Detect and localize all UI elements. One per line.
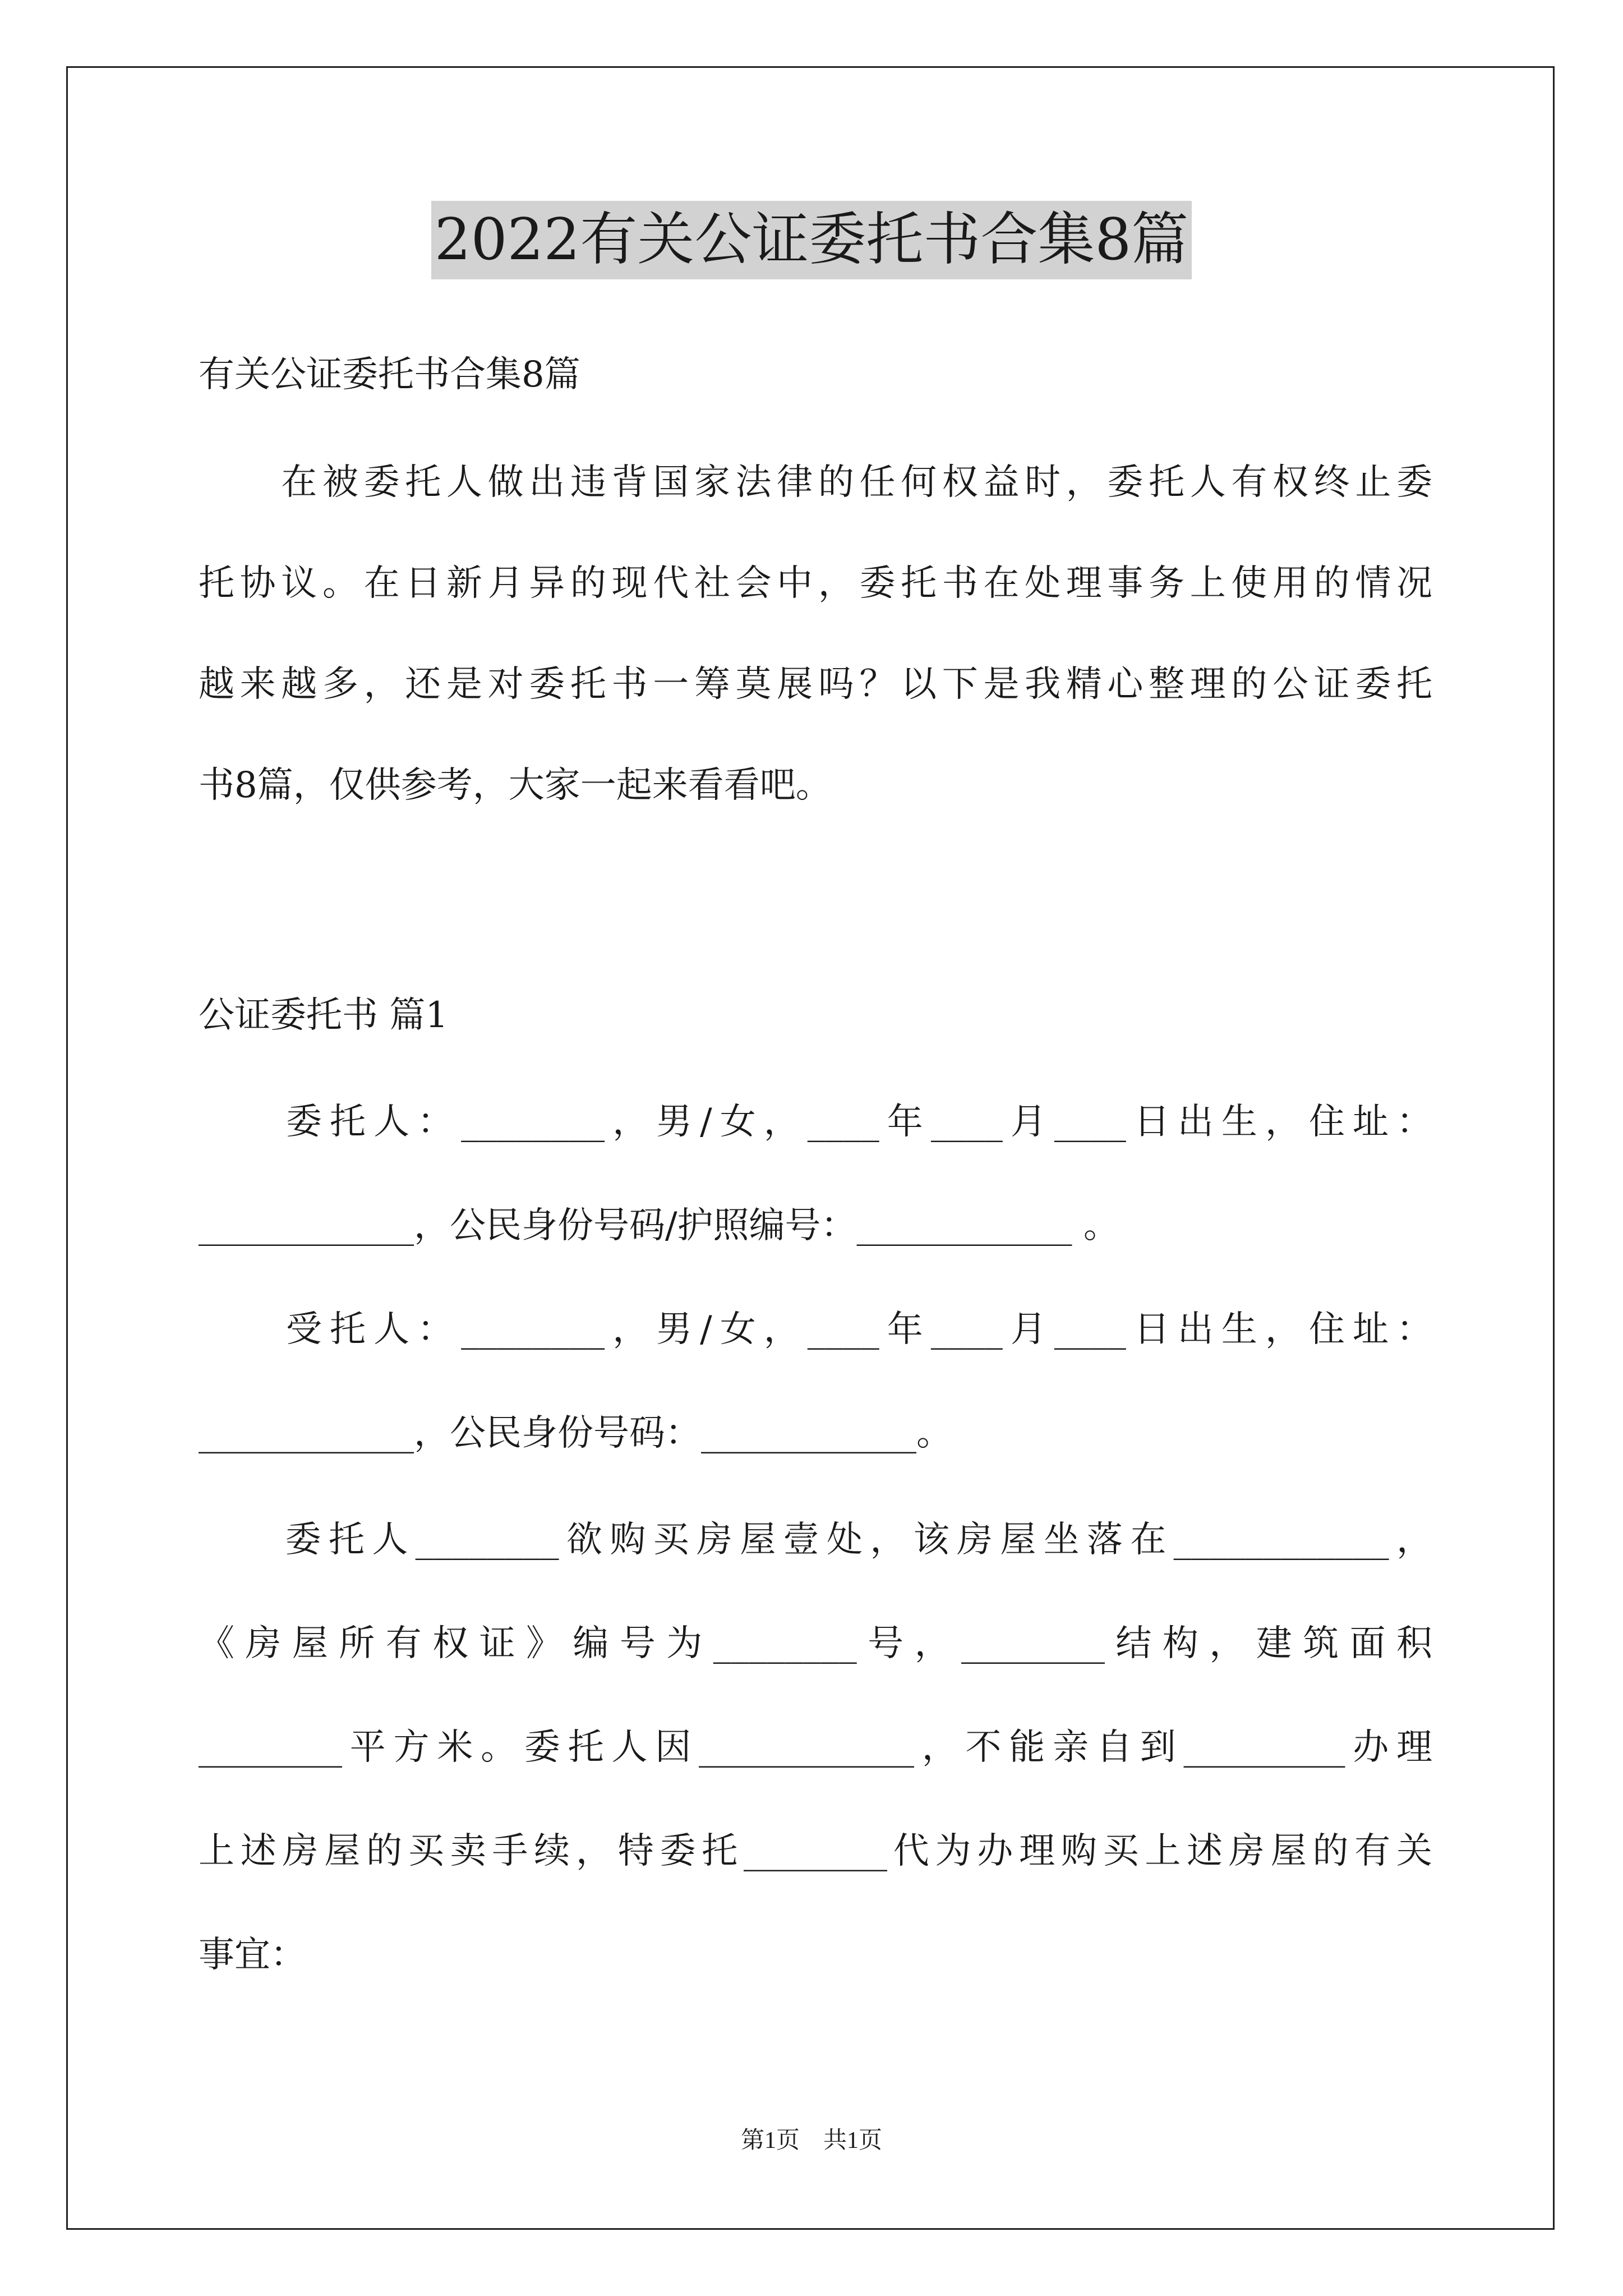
body-line-5: 委托人________欲购买房屋壹处，该房屋坐落在____________， [199, 1519, 1432, 1561]
body-line-6: 《房屋所有权证》编号为________号，________结构，建筑面积 [199, 1623, 1432, 1664]
intro-line-3: 越来越多，还是对委托书一筹莫展吗？以下是我精心整理的公证委托 [199, 664, 1432, 705]
body-line-8: 上述房屋的买卖手续，特委托________代为办理购买上述房屋的有关 [199, 1830, 1432, 1872]
page-footer: 第1页 共1页 [740, 2128, 882, 2154]
body-line-1: 委托人：________，男/女，____年____月____日出生，住址： [199, 1101, 1432, 1143]
intro-line-1: 在被委托人做出违背国家法律的任何权益时，委托人有权终止委 [199, 462, 1432, 503]
body-line-9: 事宜： [199, 1934, 306, 1976]
intro-line-2: 托协议。在日新月异的现代社会中，委托书在处理事务上使用的情况 [199, 563, 1432, 604]
intro-line-4: 书8篇，仅供参考，大家一起来看看吧。 [199, 765, 832, 806]
section-heading: 公证委托书 篇1 [199, 995, 449, 1036]
title-container [0, 201, 1623, 279]
body-line-4: ____________，公民身份号码：____________。 [199, 1412, 952, 1454]
body-line-3: 受托人：________，男/女，____年____月____日出生，住址： [199, 1309, 1432, 1350]
document-subtitle: 有关公证委托书合集8篇 [199, 354, 580, 395]
body-line-7: ________平方米。委托人因____________，不能亲自到_________办理 [199, 1727, 1432, 1768]
body-line-2: ____________，公民身份号码/护照编号：____________ 。 [199, 1205, 1119, 1246]
document-title: 2022有关公证委托书合集8篇 [431, 201, 1192, 279]
